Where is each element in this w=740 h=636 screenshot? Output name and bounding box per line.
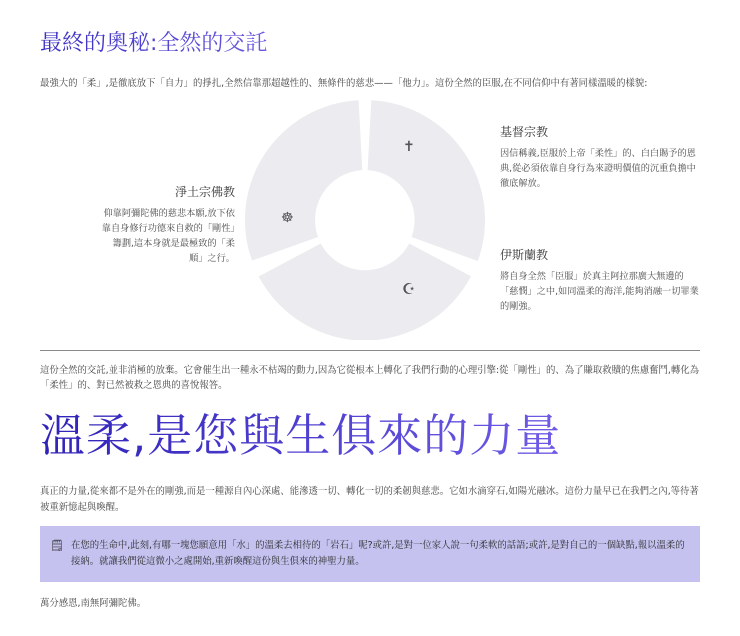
strength-paragraph: 真正的力量,從來都不是外在的剛強,而是一種源自內心深處、能滲透一切、轉化一切的柔韌與慈悲。它如水滴穿石,如陽光融冰。這份力量早已在我們之內,等待著被重新憶起與喚醒。 [40, 486, 699, 513]
religion-name: 淨土宗佛教 [174, 185, 235, 199]
note-icon: 🗒 [50, 539, 64, 552]
religion-islam [500, 248, 700, 314]
section-divider [40, 350, 700, 351]
religion-christianity [500, 125, 700, 191]
closing-line: 萬分感恩,南無阿彌陀佛。 [40, 598, 147, 609]
reflection-callout [40, 526, 700, 582]
donut-segment-bottom [259, 244, 471, 341]
religion-text: 仰靠阿彌陀佛的慈悲本願,放下依靠自身修行功德來自救的「剛性」籌劃,這本身就是最極致的「柔順」之行。 [101, 208, 235, 264]
religion-name: 基督宗教 [500, 125, 549, 139]
religion-text: 因信稱義,臣服於上帝「柔性」的、白白賜予的恩典,從必須依靠自身行為來證明價值的沉重負擔中徹底解放。 [500, 148, 696, 189]
religion-pure-land [100, 185, 235, 266]
callout-text: 在您的生命中,此刻,有哪一塊您願意用「水」的溫柔去相待的「岩石」呢?或許,是對一位家人說一句柔軟的話語;或許,是對自己的一個缺點,報以溫柔的接納。就讓我們從這微小之處開始,重新喚醒這份與生俱來的神聖力量。 [71, 540, 685, 567]
donut-segment-left [245, 100, 362, 260]
cross-icon: ✝ [403, 139, 415, 155]
crescent-star-icon: ☪ [402, 280, 416, 298]
big-heading: 溫柔,是您與生俱來的力量 [40, 409, 562, 462]
donut-segment-top-right [368, 100, 485, 261]
dharma-wheel-icon: ☸ [281, 210, 294, 226]
intro-paragraph: 最強大的「柔」,是徹底放下「自力」的掙扎,全然信靠那超越性的、無條件的慈悲——「他力」。這份全然的臣服,在不同信仰中有著同樣溫暖的樣貌: [40, 78, 648, 89]
religion-text: 將自身全然「臣服」於真主阿拉那廣大無邊的「慈憫」之中,如同溫柔的海洋,能夠消融一切罪業的剛強。 [500, 271, 699, 312]
transformation-paragraph: 這份全然的交託,並非消極的放棄。它會催生出一種永不枯竭的動力,因為它從根本上轉化了我們行動的心理引擎:從「剛性」的、為了賺取救贖的焦慮奮鬥,轉化為「柔性」的、對已然被救之恩典的喜悅報答。 [40, 365, 699, 391]
page-title: 最終的奧秘:全然的交託 [40, 26, 267, 57]
religion-name: 伊斯蘭教 [500, 248, 549, 262]
